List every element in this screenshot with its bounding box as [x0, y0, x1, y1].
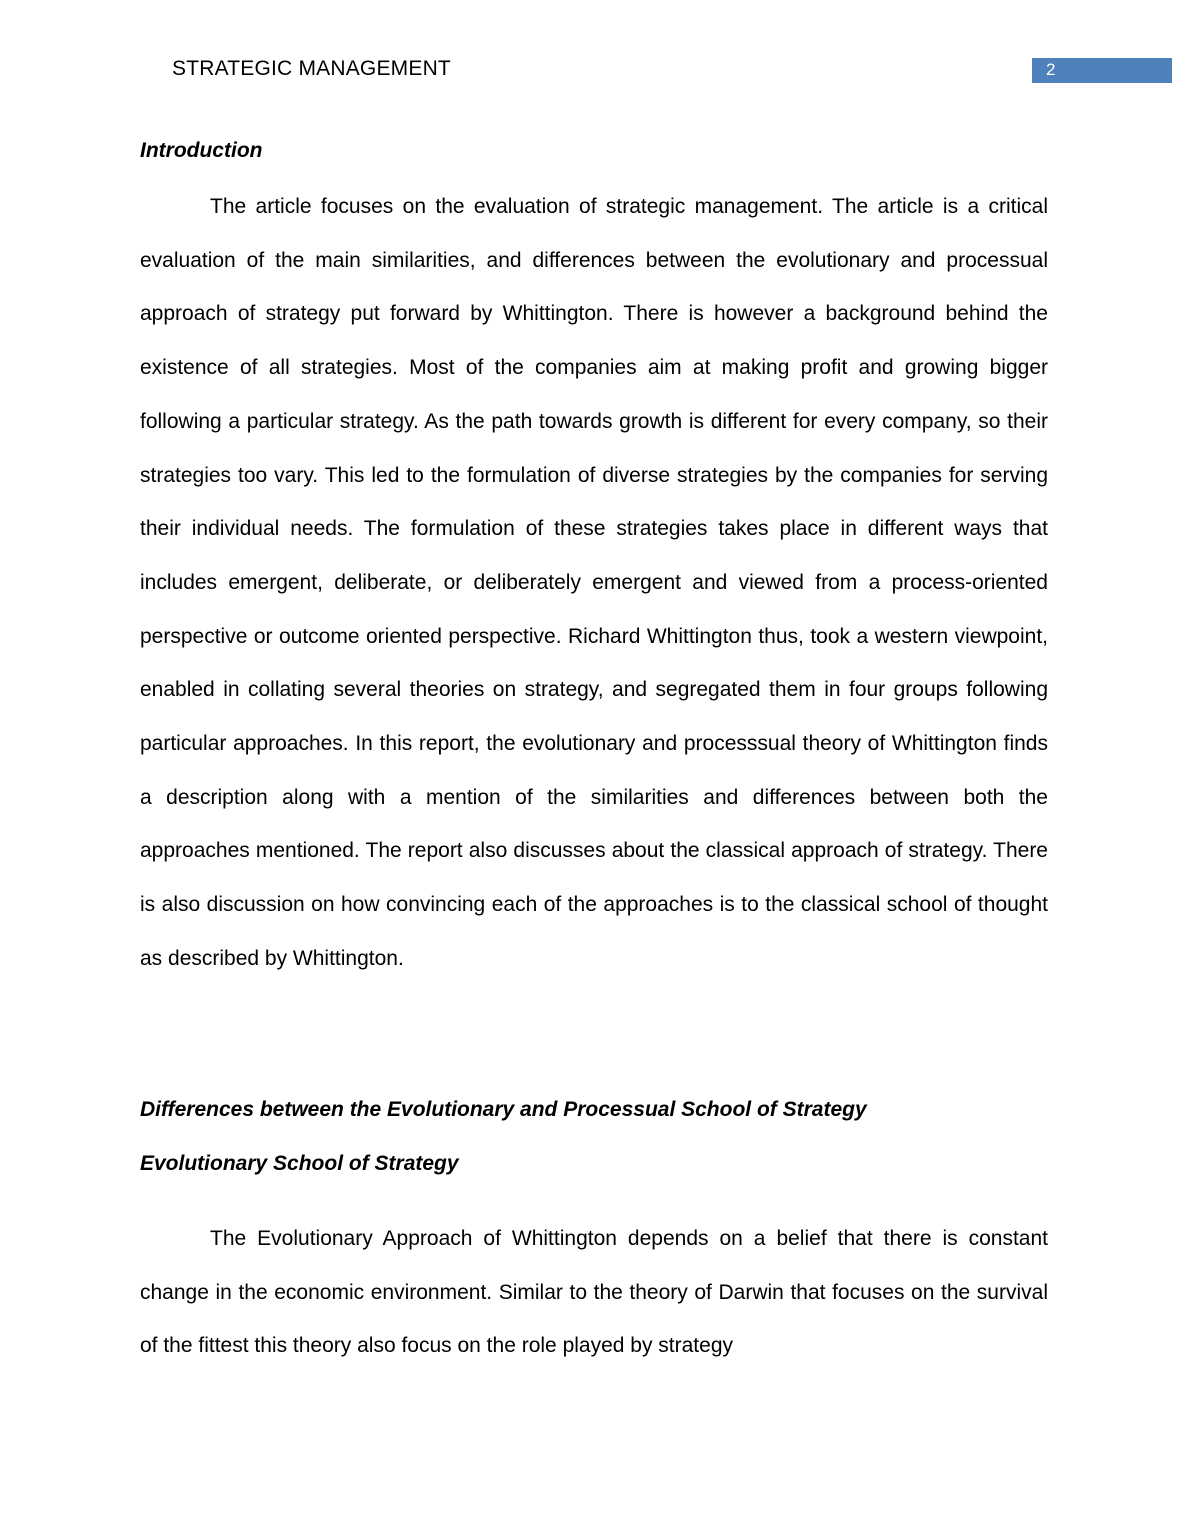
differences-heading: Differences between the Evolutionary and Processual School of Strategy — [140, 1098, 867, 1121]
introduction-heading: Introduction — [140, 139, 263, 162]
evolutionary-paragraph: The Evolutionary Approach of Whittington depends on a belief that there is constant change in the economic environment. Similar to the theory of Darwin that focuses on the survival of the fittest this theory also focus on the role played by strategy — [140, 1227, 1048, 1358]
introduction-paragraph: The article focuses on the evaluation of strategic management. The article is a critical evaluation of the main similarities, and differences between the evolutionary and processual approach of strategy put forward by Whittington. There is however a background behind the existence of all strategies. Most of the companies aim at making profit and growing bigger following a particular strategy. As the path towards growth is different for every company, so their strategies too vary. This led to the formulation of diverse strategies by the companies for serving their individual needs. The formulation of these strategies takes place in different ways that includes emergent, deliberate, or deliberately emergent and viewed from a process-oriented perspective or outcome oriented perspective. Richard Whittington thus, took a western viewpoint, enabled in collating several theories on strategy, and segregated them in four groups following particular approaches. In this report, the evolutionary and processsual theory of Whittington finds a description along with a mention of the similarities and differences between both the approaches mentioned. The report also discusses about the classical approach of strategy. There is also discussion on how convincing each of the approaches is to the classical school of thought as described by Whittington. — [140, 195, 1048, 970]
running-header-title: STRATEGIC MANAGEMENT — [172, 57, 451, 80]
page-number-bar — [1032, 58, 1172, 83]
evolutionary-school-heading: Evolutionary School of Strategy — [140, 1152, 459, 1175]
page-number: 2 — [1046, 60, 1056, 79]
